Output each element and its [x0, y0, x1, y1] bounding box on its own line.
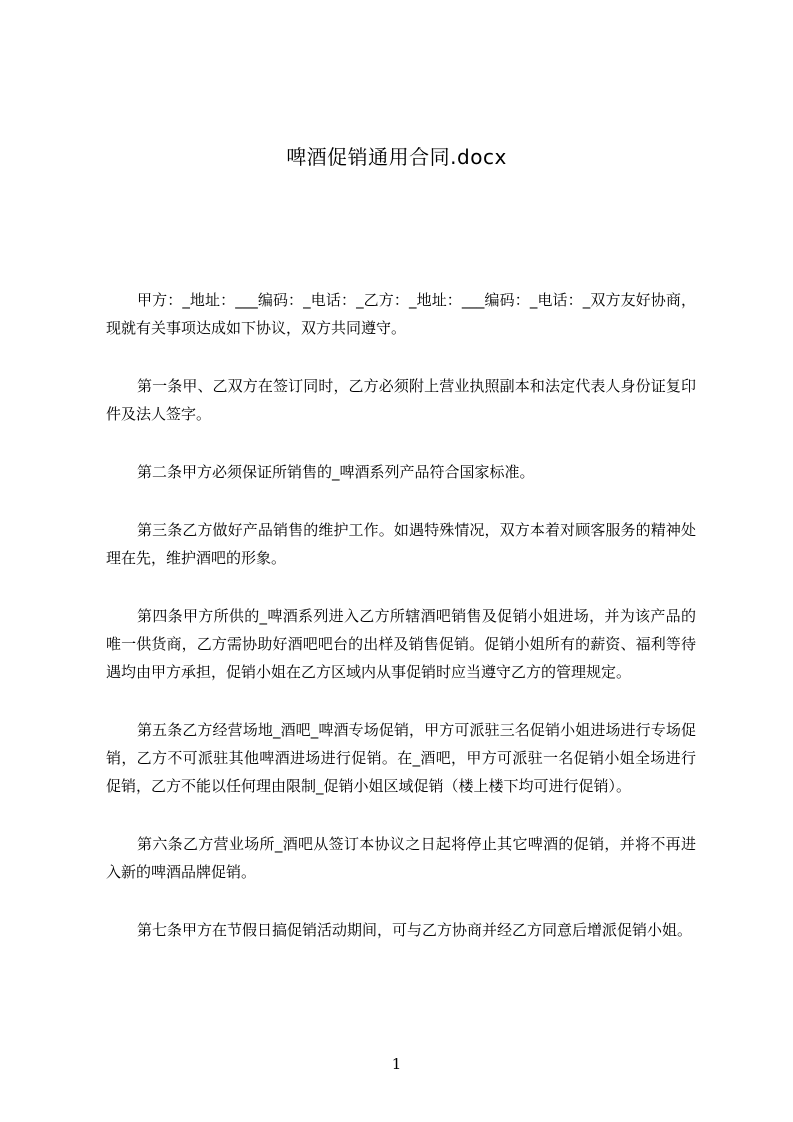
paragraph-parties: 甲方：_地址：___编码：_电话：_乙方：_地址：___编码：_电话：_双方友好协商，现就有关事项达成如下协议，双方共同遵守。	[106, 291, 696, 337]
page-number: 1	[391, 1055, 402, 1073]
paragraph-article-7: 第七条甲方在节假日搞促销活动期间，可与乙方协商并经乙方同意后增派促销小姐。	[137, 921, 693, 939]
paragraph-article-2: 第二条甲方必须保证所销售的_啤酒系列产品符合国家标准。	[137, 463, 535, 481]
paragraph-article-4: 第四条甲方所供的_啤酒系列进入乙方所辖酒吧销售及促销小姐进场，并为该产品的唯一供货商，乙方需协助好酒吧吧台的出样及销售促销。促销小姐所有的薪资、福利等待遇均由甲方承担，促销小姐在乙方区域内从事促销时应当遵守乙方的管理规定。	[106, 607, 696, 681]
document-body	[106, 286, 696, 974]
paragraph-article-6: 第六条乙方营业场所_酒吧从签订本协议之日起将停止其它啤酒的促销，并将不再进入新的啤酒品牌促销。	[106, 835, 696, 881]
document-title: 啤酒促销通用合同.docx	[286, 145, 507, 169]
paragraph-article-3: 第三条乙方做好产品销售的维护工作。如遇特殊情况，双方本着对顾客服务的精神处理在先，维护酒吧的形象。	[106, 521, 696, 567]
paragraph-article-1: 第一条甲、乙双方在签订同时，乙方必须附上营业执照副本和法定代表人身份证复印件及法人签字。	[106, 377, 696, 423]
paragraph-article-5: 第五条乙方经营场地_酒吧_啤酒专场促销，甲方可派驻三名促销小姐进场进行专场促销，乙方不可派驻其他啤酒进场进行促销。在_酒吧，甲方可派驻一名促销小姐全场进行促销，乙方不能以任何理由限制_促销小姐区域促销（楼上楼下均可进行促销）。	[106, 721, 696, 795]
